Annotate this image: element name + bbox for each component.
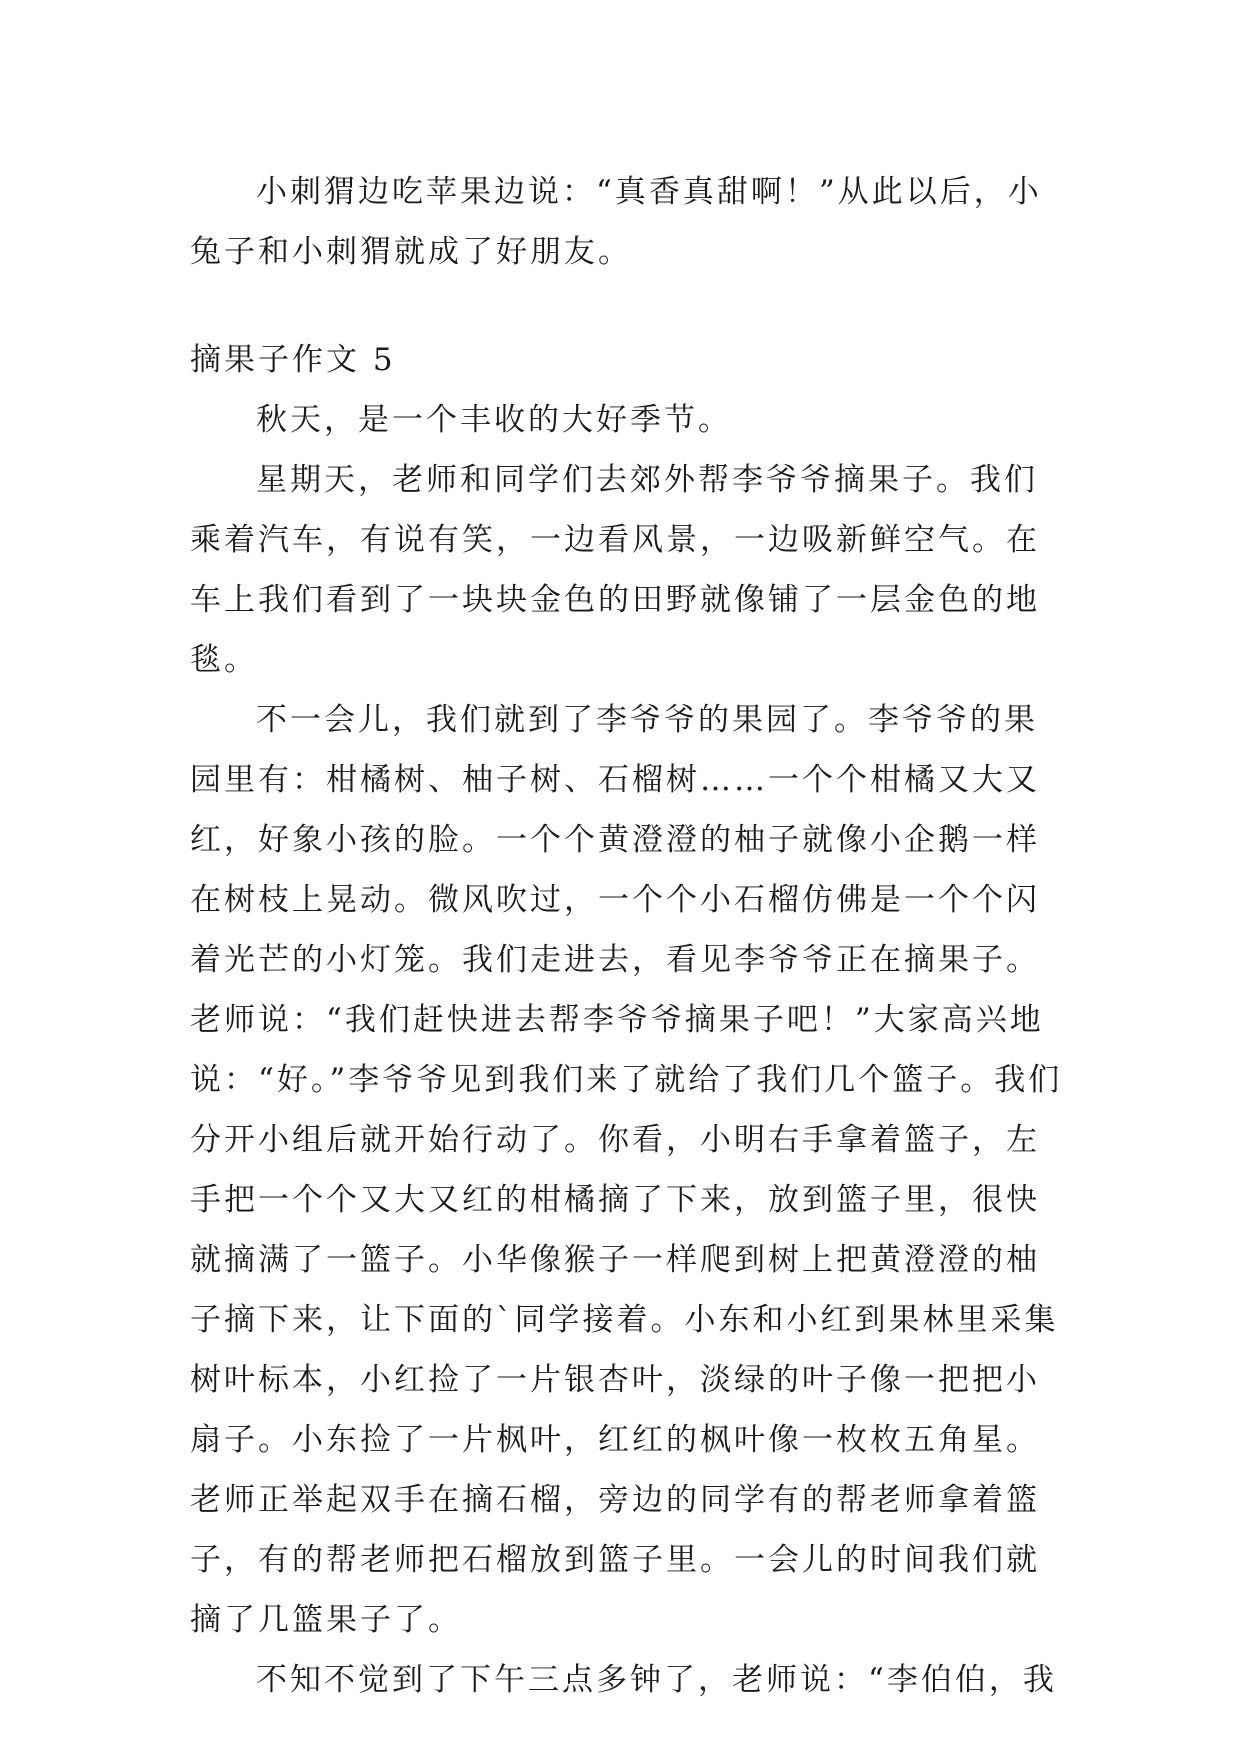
document-body xyxy=(190,162,1070,1710)
paragraph-1: 小刺猬边吃苹果边说：“真香真甜啊！”从此以后，小兔子和小刺猬就成了好朋友。 xyxy=(190,174,1042,270)
section-heading: 摘果子作文 5 xyxy=(190,342,396,378)
paragraph-2: 秋天，是一个丰收的大好季节。 xyxy=(256,402,732,438)
paragraph-5: 不知不觉到了下午三点多钟了，老师说：“李伯伯，我 xyxy=(256,1662,1057,1698)
paragraph-3: 星期天，老师和同学们去郊外帮李爷爷摘果子。我们乘着汽车，有说有笑，一边看风景，一边吸新鲜空气。在车上我们看到了一块块金色的田野就像铺了一层金色的地毯。 xyxy=(190,462,1040,678)
paragraph-4: 不一会儿，我们就到了李爷爷的果园了。李爷爷的果园里有：柑橘树、柚子树、石榴树……一个个柑橘又大又红，好象小孩的脸。一个个黄澄澄的柚子就像小企鹅一样在树枝上晃动。微风吹过，一个个小石榴仿佛是一个个闪着光芒的小灯笼。我们走进去，看见李爷爷正在摘果子。老师说：“我们赶快进去帮李爷爷摘果子吧！”大家高兴地说：“好。”李爷爷见到我们来了就给了我们几个篮子。我们分开小组后就开始行动了。你看，小明右手拿着篮子，左手把一个个又大又红的柑橘摘了下来，放到篮子里，很快就摘满了一篮子。小华像猴子一样爬到树上把黄澄澄的柚子摘下来，让下面的`同学接着。小东和小红到果林里采集树叶标本，小红捡了一片银杏叶，淡绿的叶子像一把把小扇子。小东捡了一片枫叶，红红的枫叶像一枚枚五角星。老师正举起双手在摘石榴，旁边的同学有的帮老师拿着篮子，有的帮老师把石榴放到篮子里。一会儿的时间我们就摘了几篮果子了。 xyxy=(190,702,1063,1638)
